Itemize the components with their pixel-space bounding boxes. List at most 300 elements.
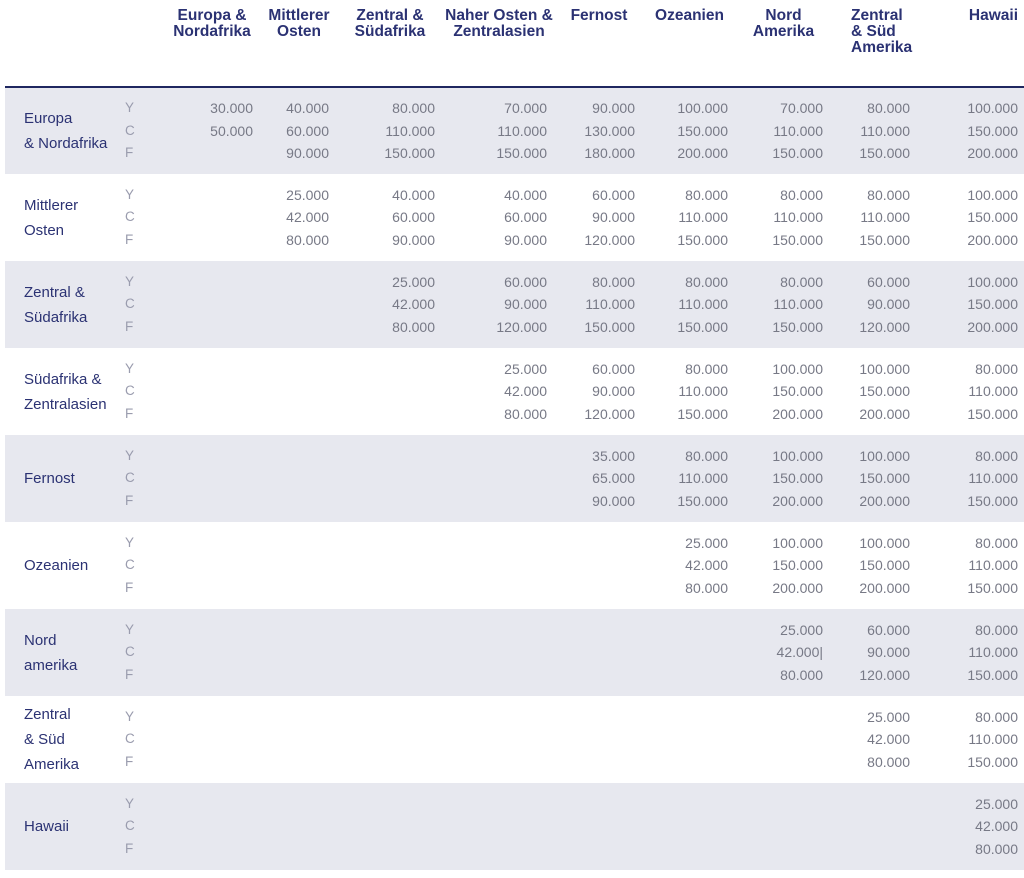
price-value: 25.000: [392, 273, 435, 290]
price-cell: [443, 783, 555, 870]
price-value: [443, 577, 547, 600]
price-table: [5, 0, 1024, 870]
price-value: 110.000: [860, 209, 910, 226]
price-value: [337, 532, 435, 555]
price-cell: [831, 609, 918, 696]
price-value: [153, 403, 253, 426]
price-value: [555, 751, 635, 774]
price-value: [443, 838, 547, 861]
price-value: [643, 641, 728, 664]
class-label: F: [125, 318, 134, 334]
price-value: 120.000: [859, 318, 910, 335]
price-value: [261, 532, 329, 555]
price-value: 200.000: [967, 318, 1018, 335]
class-labels: [123, 696, 153, 783]
price-value: [337, 838, 435, 861]
class-labels: [123, 87, 153, 174]
price-value: [153, 793, 253, 816]
price-value: 90.000: [592, 383, 635, 400]
price-cell: [831, 696, 918, 783]
price-cell: [643, 435, 736, 522]
price-value: [261, 793, 329, 816]
row-label: Hawaii: [5, 783, 123, 870]
price-value: 80.000: [867, 186, 910, 203]
price-value: 40.000: [392, 186, 435, 203]
price-value: [153, 271, 253, 294]
header-mittlerer-osten: Mittlerer Osten: [261, 0, 337, 87]
price-value: [643, 838, 728, 861]
price-value: [736, 815, 823, 838]
header-class-corner: [123, 0, 153, 87]
price-value: 90.000: [592, 209, 635, 226]
price-value: 120.000: [859, 666, 910, 683]
price-value: 80.000: [867, 753, 910, 770]
price-value: 150.000: [772, 145, 823, 162]
price-value: 42.000: [975, 818, 1018, 835]
table-row: [5, 696, 1024, 783]
price-value: [153, 728, 253, 751]
price-value: [337, 554, 435, 577]
price-value: 100.000: [859, 534, 910, 551]
price-cell: [443, 348, 555, 435]
price-value: [555, 554, 635, 577]
price-cell: [831, 261, 918, 348]
price-value: 110.000: [968, 644, 1018, 661]
price-value: 150.000: [772, 470, 823, 487]
table-body: [5, 87, 1024, 870]
price-value: 60.000: [867, 621, 910, 638]
price-value: 120.000: [584, 405, 635, 422]
class-labels: [123, 174, 153, 261]
price-value: 80.000: [392, 318, 435, 335]
price-value: 60.000: [592, 186, 635, 203]
price-value: 110.000: [497, 122, 547, 139]
class-label: C: [125, 470, 135, 486]
price-value: [643, 664, 728, 687]
price-cell: [831, 174, 918, 261]
price-value: [555, 706, 635, 729]
class-label: F: [125, 405, 134, 421]
price-value: [555, 532, 635, 555]
price-cell: [443, 522, 555, 609]
price-cell: [443, 174, 555, 261]
price-value: 80.000: [685, 579, 728, 596]
class-label: F: [125, 753, 134, 769]
price-cell: [918, 87, 1024, 174]
table-row: [5, 348, 1024, 435]
price-value: 80.000: [685, 360, 728, 377]
price-value: [337, 728, 435, 751]
price-value: [261, 641, 329, 664]
price-value: 42.000: [286, 209, 329, 226]
price-value: [153, 316, 253, 339]
price-cell: [337, 783, 443, 870]
class-label: C: [125, 296, 135, 312]
header-europa-nordafrika: Europa & Nordafrika: [153, 0, 261, 87]
price-value: 110.000: [585, 296, 635, 313]
price-value: 80.000: [592, 273, 635, 290]
price-cell: [736, 261, 831, 348]
price-value: 150.000: [967, 579, 1018, 596]
price-value: 150.000: [859, 557, 910, 574]
price-value: [261, 445, 329, 468]
price-value: 100.000: [967, 100, 1018, 117]
price-cell: [831, 87, 918, 174]
price-value: [337, 706, 435, 729]
class-label: F: [125, 840, 134, 856]
price-cell: [918, 696, 1024, 783]
price-cell: [555, 261, 643, 348]
price-value: 100.000: [967, 273, 1018, 290]
price-cell: [261, 348, 337, 435]
header-naher-osten-zentralasien: Naher Osten & Zentralasien: [443, 0, 555, 87]
price-value: 200.000: [772, 405, 823, 422]
table-row: [5, 522, 1024, 609]
price-value: 80.000: [975, 534, 1018, 551]
price-value: 80.000: [975, 447, 1018, 464]
price-value: 150.000: [772, 318, 823, 335]
price-value: 150.000: [967, 405, 1018, 422]
price-value: 110.000: [968, 383, 1018, 400]
price-value: [261, 358, 329, 381]
price-value: [555, 793, 635, 816]
price-value: 150.000: [772, 557, 823, 574]
class-label: Y: [125, 621, 135, 637]
class-labels: [123, 435, 153, 522]
class-label: C: [125, 122, 135, 138]
price-value: 150.000: [677, 492, 728, 509]
class-labels: [123, 261, 153, 348]
price-value: 25.000: [867, 708, 910, 725]
class-label: F: [125, 666, 134, 682]
price-value: [261, 838, 329, 861]
header-corner: [5, 0, 123, 87]
price-cell: [153, 348, 261, 435]
price-value: [153, 838, 253, 861]
price-cell: [918, 435, 1024, 522]
price-cell: [918, 174, 1024, 261]
price-cell: [153, 609, 261, 696]
price-value: 200.000: [677, 145, 728, 162]
price-cell: [337, 174, 443, 261]
price-value: [736, 793, 823, 816]
price-value: [261, 815, 329, 838]
price-value: [443, 619, 547, 642]
row-label: Fernost: [5, 435, 123, 522]
price-value: 42.000: [392, 296, 435, 313]
price-value: [443, 641, 547, 664]
price-value: 110.000: [678, 470, 728, 487]
price-value: 150.000: [967, 492, 1018, 509]
price-value: 60.000: [286, 122, 329, 139]
price-value: [153, 229, 253, 252]
price-cell: [261, 783, 337, 870]
price-value: 80.000: [975, 708, 1018, 725]
row-label: Europa & Nordafrika: [5, 87, 123, 174]
row-label: Mittlerer Osten: [24, 196, 79, 239]
price-value: [555, 664, 635, 687]
price-cell: [153, 783, 261, 870]
row-label: Zentral & Südafrika: [5, 261, 123, 348]
price-cell: [555, 609, 643, 696]
price-cell: [918, 522, 1024, 609]
price-value: 100.000: [772, 447, 823, 464]
class-label: Y: [125, 360, 135, 376]
price-value: 42.000|: [776, 644, 823, 661]
class-labels: [123, 348, 153, 435]
price-value: [261, 554, 329, 577]
price-value: [261, 490, 329, 513]
price-value: [153, 467, 253, 490]
price-value: [153, 751, 253, 774]
price-value: 42.000: [685, 557, 728, 574]
price-value: [337, 641, 435, 664]
price-value: 25.000: [685, 534, 728, 551]
price-value: 200.000: [967, 231, 1018, 248]
price-cell: [736, 696, 831, 783]
price-value: 80.000: [685, 186, 728, 203]
price-cell: [831, 435, 918, 522]
price-value: [153, 142, 253, 165]
price-cell: [643, 348, 736, 435]
price-cell: [261, 522, 337, 609]
price-value: [261, 467, 329, 490]
price-value: 200.000: [859, 579, 910, 596]
price-value: 80.000: [867, 100, 910, 117]
price-value: [261, 751, 329, 774]
price-cell: [831, 348, 918, 435]
price-cell: [153, 522, 261, 609]
class-labels: [123, 609, 153, 696]
price-value: 60.000: [592, 360, 635, 377]
price-cell: [153, 87, 261, 174]
price-value: 90.000: [504, 296, 547, 313]
price-value: 200.000: [772, 492, 823, 509]
price-value: 80.000: [780, 273, 823, 290]
price-value: 150.000: [677, 318, 728, 335]
price-value: [261, 728, 329, 751]
price-cell: [643, 609, 736, 696]
price-cell: [918, 783, 1024, 870]
price-value: 80.000: [780, 666, 823, 683]
price-value: 60.000: [504, 209, 547, 226]
price-value: 130.000: [584, 122, 635, 139]
price-cell: [555, 348, 643, 435]
price-cell: [337, 522, 443, 609]
price-cell: [643, 696, 736, 783]
price-value: 200.000: [967, 145, 1018, 162]
price-value: [153, 445, 253, 468]
class-labels: [123, 522, 153, 609]
class-label: C: [125, 818, 135, 834]
price-value: [337, 358, 435, 381]
price-cell: [555, 174, 643, 261]
price-cell: [261, 261, 337, 348]
price-value: 25.000: [286, 186, 329, 203]
price-value: 100.000: [772, 360, 823, 377]
price-value: 150.000: [677, 405, 728, 422]
price-value: [443, 664, 547, 687]
price-value: 25.000: [975, 795, 1018, 812]
price-value: [643, 728, 728, 751]
class-labels: [123, 783, 153, 870]
class-label: F: [125, 231, 134, 247]
price-value: [831, 793, 910, 816]
price-value: [736, 728, 823, 751]
price-cell: [337, 87, 443, 174]
price-value: 60.000: [867, 273, 910, 290]
table-row: [5, 783, 1024, 870]
price-value: 110.000: [860, 122, 910, 139]
price-value: [736, 751, 823, 774]
price-cell: [443, 87, 555, 174]
header-zentral-suedafrika: Zentral & Südafrika: [337, 0, 443, 87]
price-value: [153, 577, 253, 600]
price-value: [555, 838, 635, 861]
price-value: 35.000: [592, 447, 635, 464]
row-label: Ozeanien: [24, 557, 89, 574]
price-cell: [555, 435, 643, 522]
price-value: [337, 380, 435, 403]
price-value: 110.000: [773, 122, 823, 139]
header-zentral-sued-amerika: Zentral & Süd Amerika: [831, 0, 918, 87]
price-cell: [736, 435, 831, 522]
class-label: F: [125, 492, 134, 508]
class-label: Y: [125, 534, 135, 550]
price-cell: [337, 348, 443, 435]
price-value: 80.000: [975, 840, 1018, 857]
price-value: [443, 815, 547, 838]
price-value: 120.000: [584, 231, 635, 248]
price-cell: [261, 87, 337, 174]
price-value: 150.000: [967, 122, 1018, 139]
price-cell: [736, 522, 831, 609]
price-value: 80.000: [286, 231, 329, 248]
price-value: 150.000: [677, 122, 728, 139]
price-cell: [555, 696, 643, 783]
price-value: [261, 577, 329, 600]
price-value: 150.000: [859, 383, 910, 400]
price-value: 70.000: [504, 100, 547, 117]
price-value: 100.000: [677, 100, 728, 117]
price-value: [643, 751, 728, 774]
price-value: 150.000: [859, 470, 910, 487]
price-cell: [736, 174, 831, 261]
class-label: C: [125, 731, 135, 747]
class-label: C: [125, 644, 135, 660]
price-value: [643, 706, 728, 729]
price-value: [153, 380, 253, 403]
price-value: 90.000: [286, 145, 329, 162]
price-cell: [261, 696, 337, 783]
price-value: [443, 751, 547, 774]
price-value: 100.000: [859, 447, 910, 464]
price-value: [337, 664, 435, 687]
price-cell: [337, 261, 443, 348]
table-row: [5, 174, 1024, 261]
price-value: 100.000: [772, 534, 823, 551]
price-value: [153, 815, 253, 838]
price-cell: [153, 696, 261, 783]
price-value: 70.000: [780, 100, 823, 117]
price-value: 150.000: [496, 145, 547, 162]
price-value: [261, 316, 329, 339]
header-row: [5, 0, 1024, 87]
price-cell: [555, 87, 643, 174]
price-cell: [261, 609, 337, 696]
price-value: 110.000: [678, 296, 728, 313]
price-value: [831, 815, 910, 838]
price-cell: [643, 174, 736, 261]
price-value: [153, 184, 253, 207]
price-cell: [153, 261, 261, 348]
class-label: Y: [125, 795, 135, 811]
price-value: 80.000: [392, 100, 435, 117]
table-row: [5, 435, 1024, 522]
price-cell: [918, 348, 1024, 435]
price-value: 150.000: [967, 296, 1018, 313]
price-value: [153, 490, 253, 513]
price-cell: [643, 783, 736, 870]
price-value: 40.000: [504, 186, 547, 203]
price-value: [337, 490, 435, 513]
price-value: 110.000: [678, 383, 728, 400]
price-cell: [643, 261, 736, 348]
price-value: [261, 271, 329, 294]
price-value: 60.000: [504, 273, 547, 290]
price-value: [555, 577, 635, 600]
price-value: [153, 293, 253, 316]
price-cell: [918, 609, 1024, 696]
class-label: F: [125, 579, 134, 595]
price-cell: [337, 696, 443, 783]
price-value: 90.000: [392, 231, 435, 248]
price-value: [443, 490, 547, 513]
price-value: 150.000: [772, 383, 823, 400]
price-value: [153, 641, 253, 664]
price-value: [555, 619, 635, 642]
price-value: 90.000: [504, 231, 547, 248]
price-value: [153, 619, 253, 642]
header-fernost: Fernost: [555, 0, 643, 87]
class-label: F: [125, 145, 134, 161]
row-label: Nord amerika: [5, 609, 123, 696]
price-value: 80.000: [780, 186, 823, 203]
class-label: Y: [125, 273, 135, 289]
price-value: [261, 664, 329, 687]
price-value: [153, 706, 253, 729]
price-value: [153, 358, 253, 381]
price-value: [443, 445, 547, 468]
price-value: 150.000: [967, 753, 1018, 770]
price-cell: [918, 261, 1024, 348]
price-value: 90.000: [867, 644, 910, 661]
table-row: [5, 261, 1024, 348]
price-value: [261, 706, 329, 729]
price-cell: [643, 522, 736, 609]
price-value: 150.000: [584, 318, 635, 335]
price-value: [555, 728, 635, 751]
price-cell: [736, 87, 831, 174]
price-value: 100.000: [967, 186, 1018, 203]
price-cell: [736, 609, 831, 696]
price-value: [736, 838, 823, 861]
price-cell: [443, 696, 555, 783]
price-value: 110.000: [773, 209, 823, 226]
price-value: 150.000: [384, 145, 435, 162]
price-value: 150.000: [859, 231, 910, 248]
price-value: 42.000: [867, 731, 910, 748]
